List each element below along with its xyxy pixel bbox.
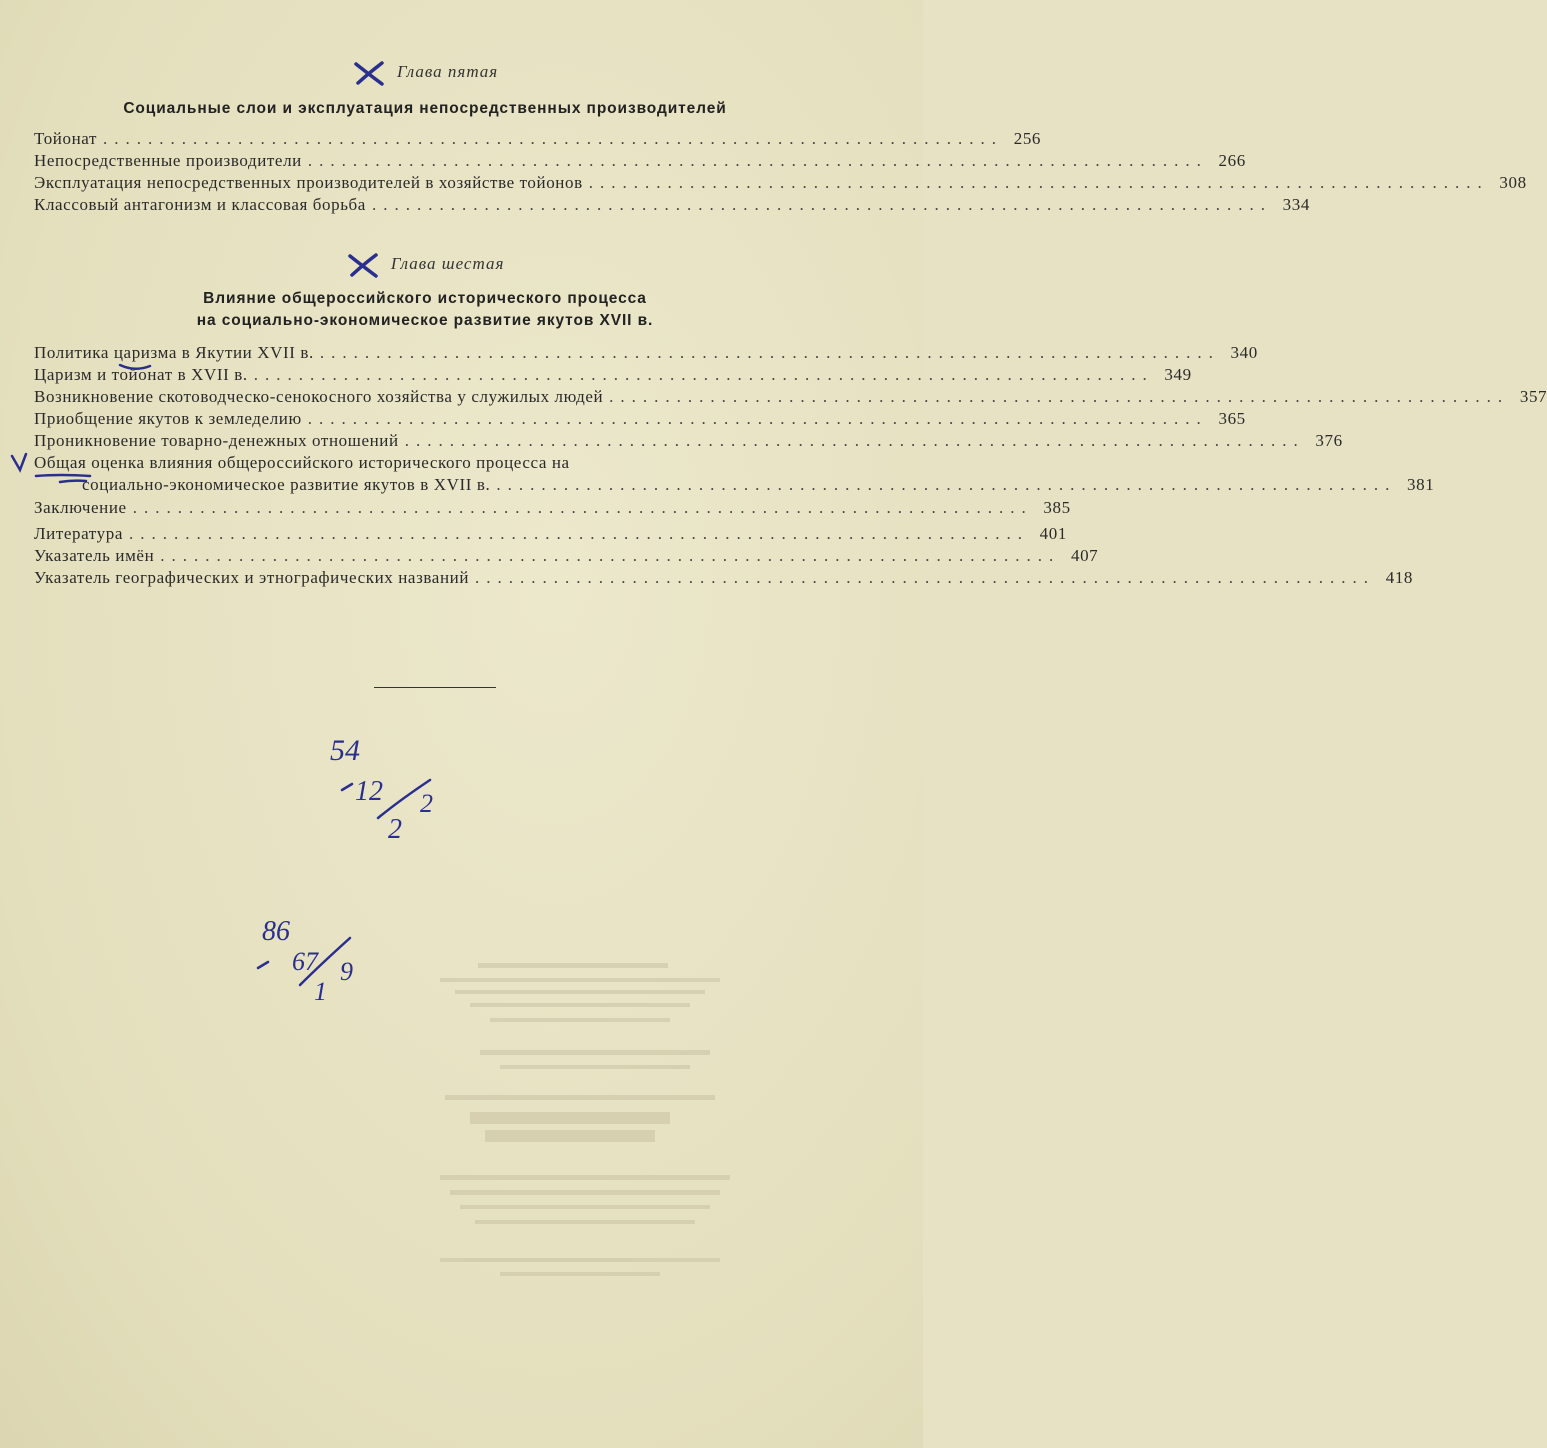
leader-dots: ................................................................................ [253,365,1154,384]
toc-long-entry [34,452,1435,496]
chapter6-entry [34,364,1192,386]
chapter6-toc [34,342,1547,452]
chapter5-entry-page: 308 [1499,173,1527,192]
leader-dots: ................................................................................ [475,568,1376,587]
chapter5-heading-text: Глава пятая [397,61,499,81]
back-matter-entry-title: Указатель имён [34,546,155,565]
chapter6-entry-title: Приобщение якутов к земледелию [34,409,302,428]
chapter6-entry-page: 365 [1218,409,1246,428]
chapter6-entry [34,342,1258,364]
chapter6-entry-title: Политика царизма в Якутии XVII в. [34,343,314,362]
back-matter-entry [34,567,1414,589]
chapter6-heading-text: Глава шестая [390,253,505,273]
chapter5-entry [34,194,1310,216]
chapter5-toc [34,128,1527,216]
chapter6-entry-page: 340 [1230,343,1258,362]
leader-dots: ................................................................................ [404,431,1305,450]
back-matter-toc [34,497,1414,589]
note1-top: 54 [330,734,360,767]
back-matter-entry-page: 401 [1039,524,1067,543]
chapter5-entry-title: Эксплуатация непосредственных производителей в хозяйстве тойонов [34,173,583,192]
leader-dots: ................................................................................ [128,524,1029,543]
back-matter-entry-title: Указатель географических и этнографических названий [34,568,470,587]
chapter6-heading [0,252,850,278]
chapter5-title: Социальные слои и эксплуатация непосредственных производителей [123,100,727,117]
leader-dots: ................................................................................ [132,498,1033,517]
back-matter-entry [34,523,1067,545]
back-matter-entry [34,545,1099,567]
closing-rule [374,687,496,688]
note1-mid: 12 [355,776,383,807]
leader-dots: ................................................................................ [496,475,1397,494]
chapter5-entry-page: 334 [1282,195,1310,214]
chapter6-entry-page: 349 [1164,365,1192,384]
chapter5-entry-title: Классовый антагонизм и классовая борьба [34,195,366,214]
chapter5-entry [34,172,1527,194]
note2-top: 86 [262,916,290,947]
chapter6-entry [34,430,1343,452]
long-entry-line2: социально-экономическое развитие якутов в XVII в. [82,475,491,494]
chapter5-heading [0,60,850,86]
leader-dots: ................................................................................ [307,409,1208,428]
note2-den: 1 [314,977,327,1006]
leader-dots: ................................................................................ [371,195,1272,214]
back-matter-entry-page: 407 [1070,546,1099,565]
chapter6-entry-title: Царизм и тойонат в XVII в. [34,365,248,384]
chapter6-entry [34,386,1547,408]
back-matter-entry-title: Заключение [34,498,127,517]
chapter6-entry-page: 376 [1315,431,1343,450]
leader-dots: ................................................................................ [160,546,1061,565]
chapter5-entry-page: 256 [1013,129,1042,148]
note2-den2: 9 [340,957,353,986]
chapter6-entry-title: Возникновение скотоводческо-сенокосного хозяйства у служилых людей [34,387,604,406]
leader-dots: ................................................................................ [609,387,1510,406]
note1-den2: 2 [420,789,433,818]
chapter5-entry [34,150,1246,172]
chapter6-entry [34,408,1246,430]
note2-mid: 67 [292,947,318,976]
back-matter-entry-page: 385 [1043,498,1071,517]
long-entry-line2-row [34,474,1435,496]
back-matter-entry-page: 418 [1385,568,1414,587]
back-matter-entry [34,497,1071,519]
chapter6-title-line2: на социально-экономическое развитие якутов XVII в. [196,312,654,329]
cross-mark-icon [346,252,380,278]
leader-dots: ................................................................................ [588,173,1489,192]
leader-dots: ................................................................................ [103,129,1004,148]
note1-den: 2 [388,814,402,845]
cross-mark-icon [352,60,386,86]
chapter5-entry-title: Тойонат [34,129,98,148]
back-matter-entry-title: Литература [34,524,123,543]
long-entry-page: 381 [1407,475,1435,494]
leader-dots: ................................................................................ [307,151,1208,170]
chapter6-title-line1: Влияние общероссийского исторического процесса [203,290,647,307]
chapter6-entry-page: 357 [1519,387,1547,406]
chapter5-entry [34,128,1042,150]
chapter5-entry-title: Непосредственные производители [34,151,302,170]
chapter5-entry-page: 266 [1218,151,1246,170]
long-entry-line1: Общая оценка влияния общероссийского исторического процесса на [34,453,570,472]
chapter6-entry-title: Проникновение товарно-денежных отношений [34,431,399,450]
leader-dots: ................................................................................ [319,343,1220,362]
